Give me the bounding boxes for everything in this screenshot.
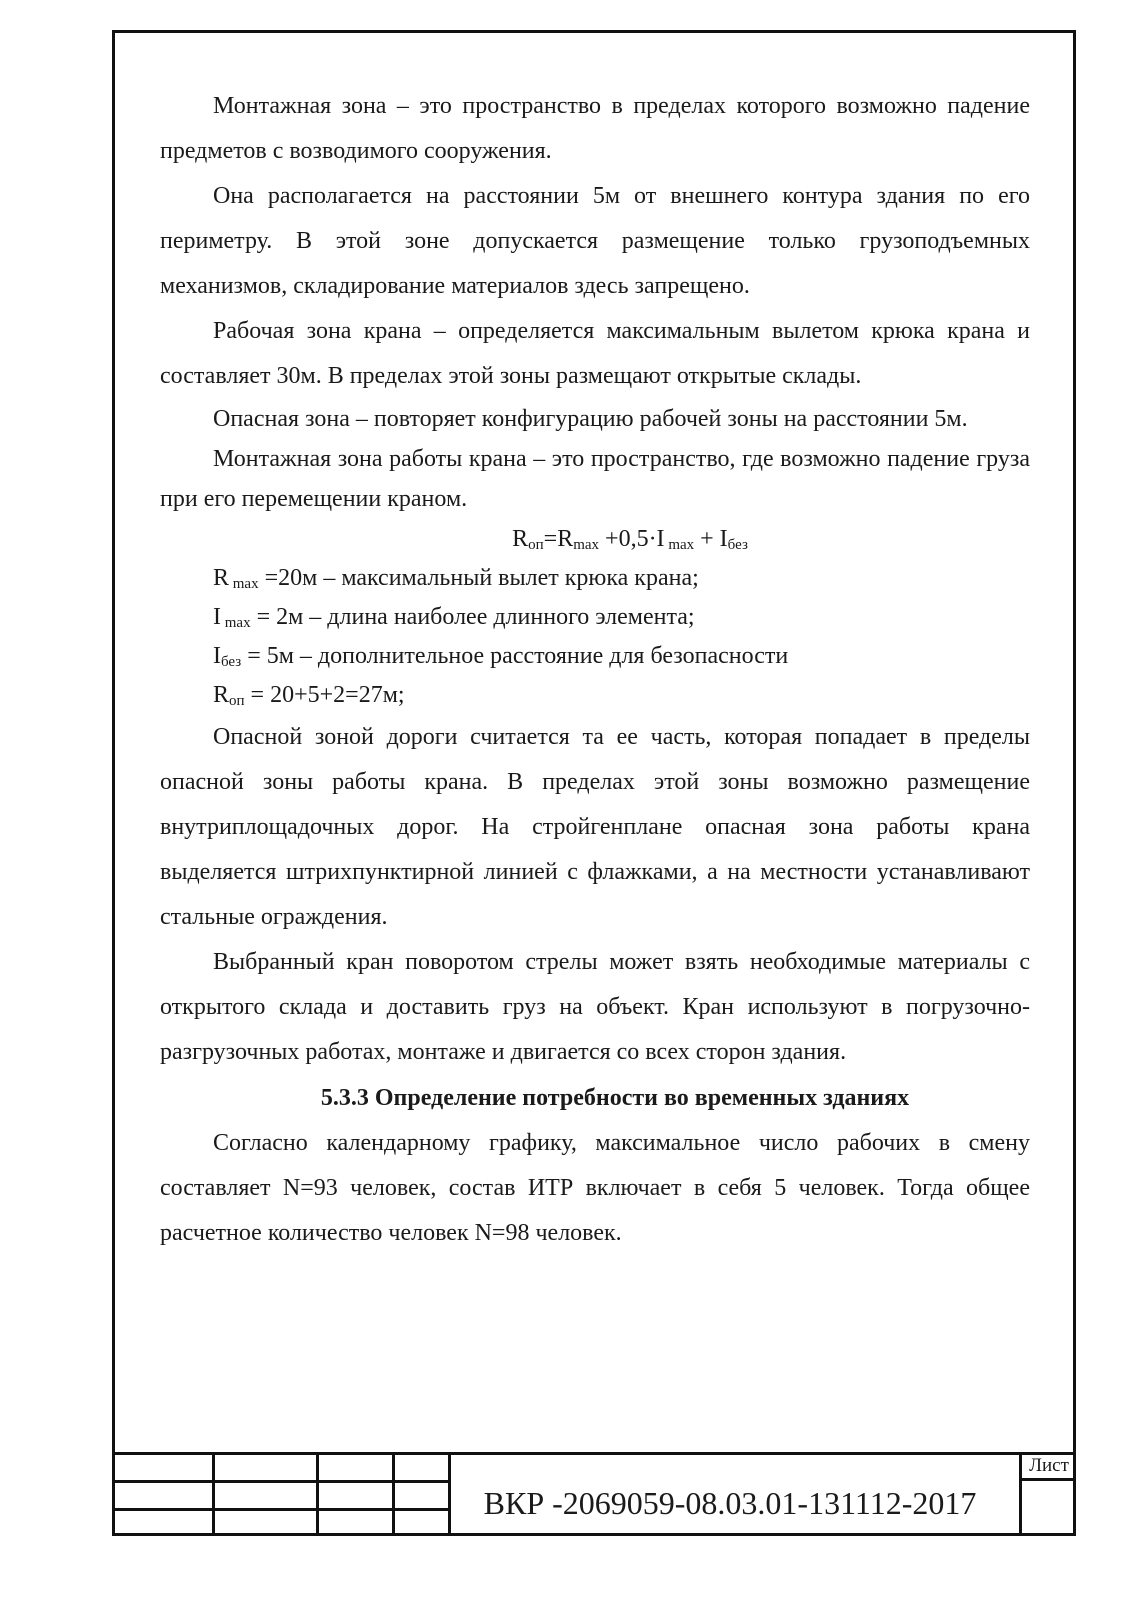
title-block-rule xyxy=(112,1480,450,1483)
formula-symbol: R xyxy=(512,526,529,552)
formula-term: + I xyxy=(694,526,728,552)
definition-text: = 2м – длина наиболее длинного элемента; xyxy=(250,604,695,630)
definition-text: = 5м – дополнительное расстояние для безопасности xyxy=(241,643,789,669)
paragraph-crane-selection: Выбранный кран поворотом стрелы может взять необходимые материалы с открытого склада и доставить груз на объект. Кран используют в погрузочно-разгрузочных работах, монтаже и двигается со всех сторон здания. xyxy=(160,949,1030,1065)
formula-subscript: без xyxy=(727,537,748,553)
symbol: I xyxy=(213,643,221,669)
title-block-divider xyxy=(392,1452,395,1536)
subscript: max xyxy=(229,576,259,592)
document-code: ВКР -2069059-08.03.01-131112-2017 xyxy=(483,1485,977,1521)
title-block xyxy=(112,1452,1076,1536)
title-block-rule xyxy=(1020,1478,1076,1481)
paragraph-worker-count: Согласно календарному графику, максимальное число рабочих в смену составляет N=93 человек, состав ИТР включает в себя 5 человек. Тогда общее расчетное количество человек N=98 человек. xyxy=(160,1130,1030,1246)
definition-text: =20м – максимальный вылет крюка крана; xyxy=(258,565,699,591)
paragraph-danger-zone: Опасная зона – повторяет конфигурацию рабочей зоны на расстоянии 5м. xyxy=(213,406,968,432)
symbol: R xyxy=(213,682,230,708)
symbol: I xyxy=(213,604,221,630)
title-block-divider xyxy=(316,1452,319,1536)
danger-radius-formula xyxy=(160,519,1030,559)
document-body xyxy=(160,84,1030,1256)
subscript: max xyxy=(221,615,251,631)
definition-text: = 20+5+2=27м; xyxy=(244,682,405,708)
definition-rop xyxy=(160,676,1030,715)
symbol: R xyxy=(213,565,230,591)
formula-subscript: max xyxy=(573,537,600,553)
paragraph-road-danger-zone: Опасной зоной дороги считается та ее часть, которая попадает в пределы опасной зоны работы крана. В пределах этой зоны возможно размещение внутриплощадочных дорог. На стройгенплане опасная зона работы крана выделяется штрихпунктирной линией с флажками, а на местности устанавливают стальные ограждения. xyxy=(160,724,1030,930)
formula-subscript: max xyxy=(664,537,695,553)
title-block-rule xyxy=(112,1452,1076,1455)
formula-term: +0,5·I xyxy=(599,526,665,552)
title-block-rule xyxy=(112,1508,450,1511)
definition-ibez xyxy=(160,637,1030,676)
paragraph-crane-mounting-zone: Монтажная зона работы крана – это пространство, где возможно падение груза при его перемещении краном. xyxy=(160,446,1030,512)
title-block-divider xyxy=(212,1452,215,1536)
sheet-label: Лист xyxy=(1029,1455,1069,1476)
paragraph-zone-location: Она располагается на расстоянии 5м от внешнего контура здания по его периметру. В этой зоне допускается размещение только грузоподъемных механизмов, складирование материалов здесь запрещено. xyxy=(160,183,1030,299)
definition-rmax xyxy=(160,559,1030,598)
section-heading: 5.3.3 Определение потребности во временных зданиях xyxy=(320,1085,910,1111)
subscript: оп xyxy=(229,693,245,709)
formula-subscript: оп xyxy=(528,537,544,553)
paragraph-mounting-zone: Монтажная зона – это пространство в пределах которого возможно падение предметов с возводимого сооружения. xyxy=(160,93,1030,164)
formula-term: =R xyxy=(543,526,574,552)
subscript: без xyxy=(221,654,242,670)
definition-imax xyxy=(160,598,1030,637)
paragraph-crane-work-zone: Рабочая зона крана – определяется максимальным вылетом крюка крана и составляет 30м. В пределах этой зоны размещают открытые склады. xyxy=(160,318,1030,389)
